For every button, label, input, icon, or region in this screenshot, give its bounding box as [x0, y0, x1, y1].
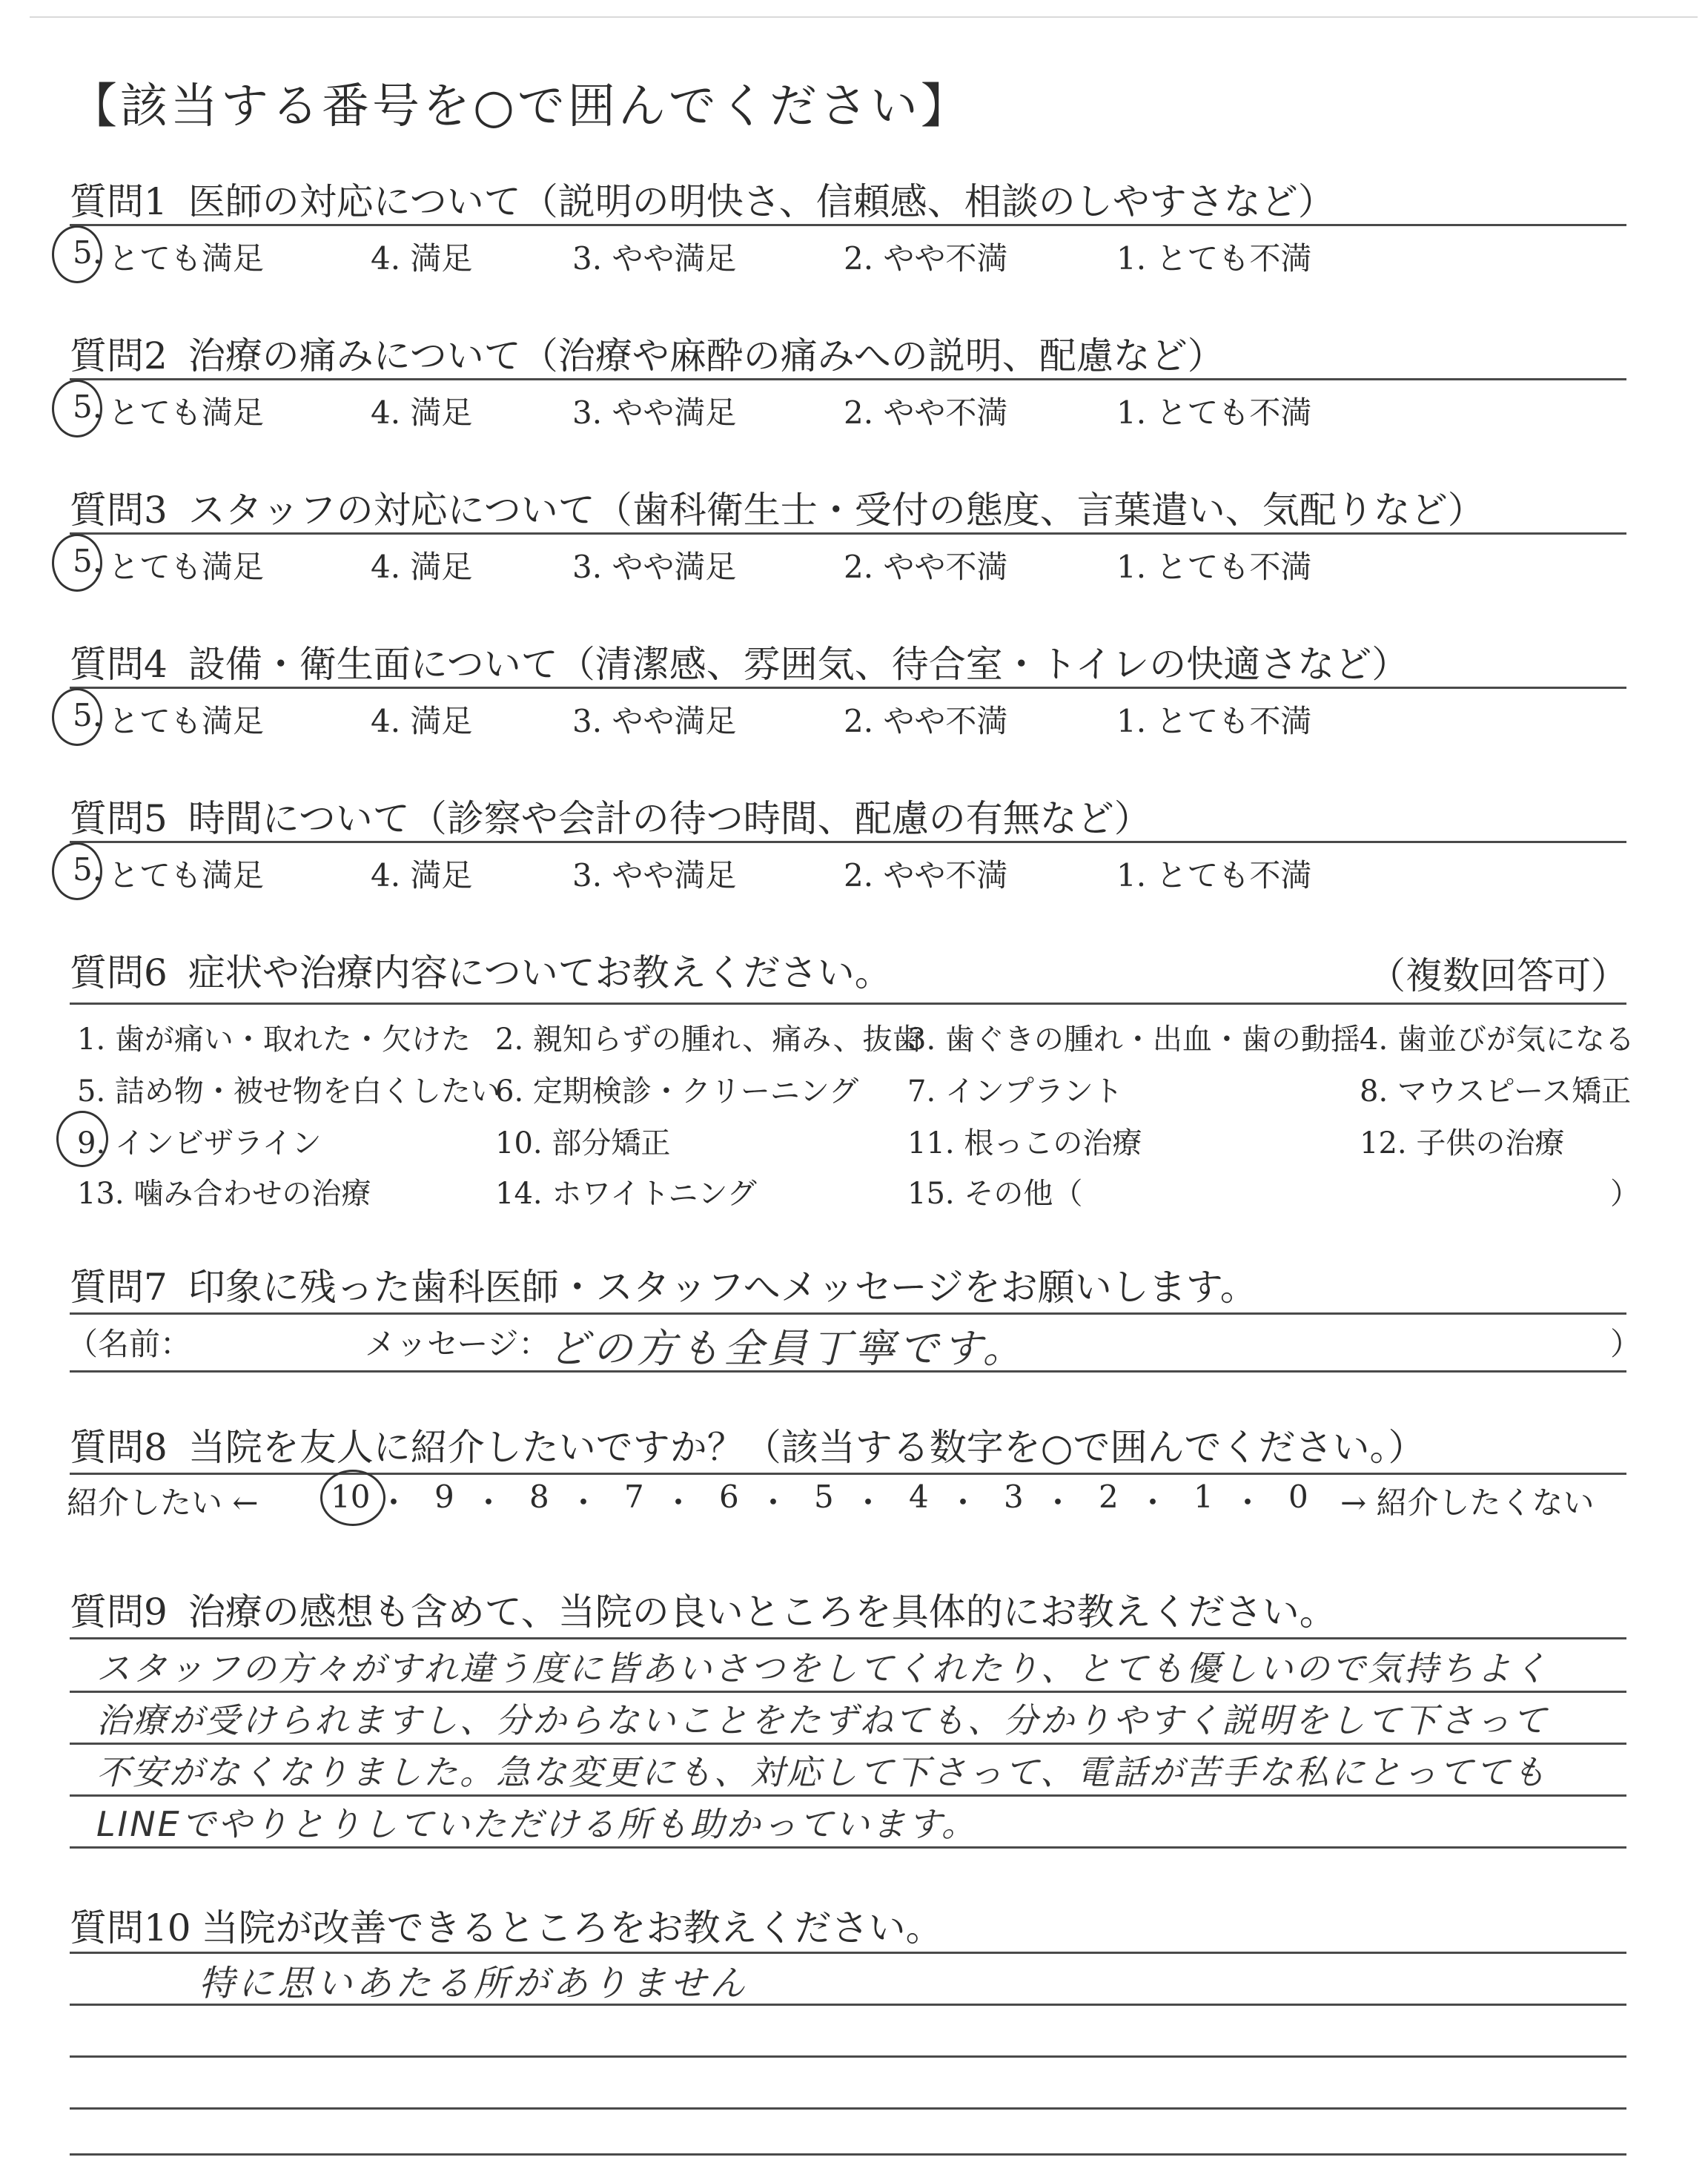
q5-rule	[70, 841, 1626, 843]
q2-option-2[interactable]: 2. やや不満	[844, 394, 1008, 431]
q3-option-3[interactable]: 3. やや満足	[572, 549, 737, 585]
q8-scale-dot: ・	[568, 1484, 600, 1521]
q2-option-5-label[interactable]: とても満足	[108, 394, 265, 431]
q4-option-5-label[interactable]: とても満足	[108, 703, 265, 739]
q2-heading	[70, 326, 1225, 380]
q8-selected-circle	[320, 1470, 385, 1526]
q9-answer-line-4[interactable]: LINEでやりとりしていただける所も助かっています。	[96, 1804, 978, 1844]
q6-option-1[interactable]: 1. 歯が痛い・取れた・欠けた	[77, 1023, 471, 1057]
q10-write-line-1	[70, 2004, 1626, 2006]
q8-right-label: → 紹介したくない	[1340, 1484, 1595, 1521]
q9-text: 治療の感想も含めて、当院の良いところを具体的にお教えください。	[188, 1591, 1337, 1634]
q3-option-5-number[interactable]: 5.	[73, 543, 103, 579]
q9-answer-line-3[interactable]: 不安がなくなりました。急な変更にも、対応して下さって、電話が苦手な私にとってても	[96, 1752, 1549, 1792]
q1-number: 質問1	[70, 180, 168, 223]
q10-write-line-2	[70, 2055, 1626, 2058]
q6-number: 質問6	[70, 951, 168, 994]
q5-answer-circle	[52, 842, 102, 900]
q5-heading	[70, 789, 1151, 842]
q3-number: 質問3	[70, 489, 168, 532]
q6-option-13[interactable]: 13. 噛み合わせの治療	[77, 1177, 371, 1211]
q7-close-paren: ）	[1610, 1326, 1642, 1362]
q9-number: 質問9	[70, 1591, 168, 1634]
q8-scale-dot: ・	[663, 1484, 695, 1521]
q8-scale-dot: ・	[758, 1484, 790, 1521]
q8-scale-dot: ・	[473, 1484, 505, 1521]
q6-selected-circle-9	[56, 1111, 108, 1167]
q3-rule	[70, 532, 1626, 535]
q3-option-1[interactable]: 1. とても不満	[1116, 549, 1312, 585]
q2-option-1[interactable]: 1. とても不満	[1116, 394, 1312, 431]
q8-scale-5[interactable]: 5	[814, 1479, 834, 1515]
q5-option-4[interactable]: 4. 満足	[371, 857, 473, 894]
q8-scale-dot: ・	[947, 1484, 979, 1521]
form-title: 【該当する番号を○で囲んでください】	[70, 79, 971, 134]
q6-option-2[interactable]: 2. 親知らずの腫れ、痛み、抜歯	[495, 1023, 922, 1057]
q6-option-6[interactable]: 6. 定期検診・クリーニング	[495, 1074, 859, 1109]
q8-scale-dot: ・	[378, 1484, 410, 1521]
q9-write-line-4	[70, 1846, 1626, 1849]
q8-scale-dot: ・	[1137, 1484, 1169, 1521]
q1-option-5-number[interactable]: 5.	[73, 234, 103, 271]
q10-heading	[70, 1898, 943, 1952]
q1-option-1[interactable]: 1. とても不満	[1116, 240, 1312, 277]
q2-rule	[70, 378, 1626, 380]
q1-option-2[interactable]: 2. やや不満	[844, 240, 1008, 277]
q2-option-4[interactable]: 4. 満足	[371, 394, 473, 431]
q6-option-4[interactable]: 4. 歯並びが気になる	[1360, 1023, 1635, 1057]
q5-option-5-label[interactable]: とても満足	[108, 857, 265, 894]
q4-text: 設備・衛生面について（清潔感、雰囲気、待合室・トイレの快適さなど）	[188, 643, 1409, 686]
q1-option-5-label[interactable]: とても満足	[108, 240, 265, 277]
q6-option-14[interactable]: 14. ホワイトニング	[495, 1177, 757, 1211]
q4-option-4[interactable]: 4. 満足	[371, 703, 473, 739]
q7-text: 印象に残った歯科医師・スタッフへメッセージをお願いします。	[188, 1266, 1257, 1309]
q8-scale-3[interactable]: 3	[1004, 1479, 1024, 1515]
q8-scale-7[interactable]: 7	[624, 1479, 644, 1515]
q6-option-12[interactable]: 12. 子供の治療	[1360, 1126, 1565, 1160]
q8-scale-9[interactable]: 9	[434, 1479, 454, 1515]
q10-write-line-3	[70, 2107, 1626, 2110]
q9-answer-line-1[interactable]: スタッフの方々がすれ違う度に皆あいさつをしてくれたり、とても優しいので気持ちよく	[96, 1648, 1549, 1688]
q6-heading	[70, 943, 892, 997]
q6-option-8[interactable]: 8. マウスピース矯正	[1360, 1074, 1632, 1109]
q7-message-label: メッセージ：	[365, 1326, 550, 1362]
q6-option-7[interactable]: 7. インプラント	[907, 1074, 1123, 1109]
q5-option-1[interactable]: 1. とても不満	[1116, 857, 1312, 894]
q10-number: 質問10	[70, 1906, 191, 1949]
q4-option-3[interactable]: 3. やや満足	[572, 703, 737, 739]
q5-option-5-number[interactable]: 5.	[73, 851, 103, 888]
q5-option-3[interactable]: 3. やや満足	[572, 857, 737, 894]
q8-text: 当院を友人に紹介したいですか？（該当する数字を○で囲んでください。）	[188, 1426, 1426, 1469]
q7-message[interactable]: どの方も全員丁寧です。	[549, 1325, 1027, 1372]
q2-number: 質問2	[70, 334, 168, 377]
q1-text: 医師の対応について（説明の明快さ、信頼感、相談のしやすさなど）	[188, 180, 1335, 223]
q7-rule	[70, 1312, 1626, 1315]
q6-other-close-paren: ）	[1610, 1177, 1640, 1211]
q9-write-line-3	[70, 1794, 1626, 1797]
q2-answer-circle	[52, 380, 102, 437]
q4-number: 質問4	[70, 643, 168, 686]
q4-option-5-number[interactable]: 5.	[73, 697, 103, 733]
q1-heading	[70, 172, 1335, 225]
q8-left-label: 紹介したい ←	[67, 1484, 259, 1521]
q3-text: スタッフの対応について（歯科衛生士・受付の態度、言葉遣い、気配りなど）	[188, 489, 1485, 532]
q6-option-5[interactable]: 5. 詰め物・被せ物を白くしたい	[77, 1074, 500, 1109]
q7-bottom-rule	[70, 1370, 1626, 1373]
q8-scale-10[interactable]: 10	[331, 1479, 371, 1515]
q6-option-15[interactable]: 15. その他（	[907, 1177, 1083, 1211]
q9-heading	[70, 1582, 1337, 1636]
q1-answer-circle	[52, 225, 102, 283]
q8-number: 質問8	[70, 1426, 168, 1469]
q6-option-10[interactable]: 10. 部分矯正	[495, 1126, 671, 1160]
q7-name-label: （名前：	[67, 1326, 192, 1362]
q4-heading	[70, 635, 1409, 688]
q9-write-line-1	[70, 1691, 1626, 1693]
q8-scale-2[interactable]: 2	[1099, 1479, 1119, 1515]
q2-option-3[interactable]: 3. やや満足	[572, 394, 737, 431]
q8-scale-4[interactable]: 4	[909, 1479, 929, 1515]
q5-option-2[interactable]: 2. やや不満	[844, 857, 1008, 894]
q9-write-line-2	[70, 1743, 1626, 1745]
top-rule	[30, 16, 1698, 18]
q3-option-2[interactable]: 2. やや不満	[844, 549, 1008, 585]
q10-rule	[70, 1952, 1626, 1954]
q8-scale-dot: ・	[1232, 1484, 1264, 1521]
q1-option-4[interactable]: 4. 満足	[371, 240, 473, 277]
q8-rule	[70, 1473, 1626, 1475]
q5-text: 時間について（診察や会計の待つ時間、配慮の有無など）	[188, 797, 1151, 840]
q8-scale-1[interactable]: 1	[1194, 1479, 1214, 1515]
q10-write-line-4	[70, 2153, 1626, 2156]
q7-heading	[70, 1258, 1257, 1311]
q9-answer-line-2[interactable]: 治療が受けられますし、分からないことをたずねても、分かりやすく説明をして下さって	[96, 1700, 1549, 1740]
q8-scale-8[interactable]: 8	[529, 1479, 549, 1515]
q5-number: 質問5	[70, 797, 168, 840]
q8-scale-6[interactable]: 6	[719, 1479, 739, 1515]
q8-scale-dot: ・	[1042, 1484, 1074, 1521]
q3-option-5-label[interactable]: とても満足	[108, 549, 265, 585]
q1-option-3[interactable]: 3. やや満足	[572, 240, 737, 277]
q3-heading	[70, 480, 1485, 534]
q6-note: （複数回答可）	[1368, 954, 1628, 997]
q3-option-4[interactable]: 4. 満足	[371, 549, 473, 585]
q3-answer-circle	[52, 534, 102, 592]
q6-option-11[interactable]: 11. 根っこの治療	[907, 1126, 1142, 1160]
q2-text: 治療の痛みについて（治療や麻酔の痛みへの説明、配慮など）	[188, 334, 1225, 377]
q6-rule	[70, 1003, 1626, 1005]
q6-text: 症状や治療内容についてお教えください。	[188, 951, 892, 994]
q4-option-1[interactable]: 1. とても不満	[1116, 703, 1312, 739]
q10-text: 当院が改善できるところをお教えください。	[201, 1906, 943, 1949]
q8-scale-0[interactable]: 0	[1288, 1479, 1308, 1515]
q2-option-5-number[interactable]: 5.	[73, 389, 103, 425]
q6-option-9[interactable]: 9. インビザライン	[77, 1126, 322, 1160]
q8-scale-dot: ・	[853, 1484, 884, 1521]
q10-answer[interactable]: 特に思いあたる所がありません	[199, 1963, 749, 2004]
q9-rule	[70, 1637, 1626, 1639]
q1-rule	[70, 224, 1626, 226]
q7-number: 質問7	[70, 1266, 168, 1309]
q6-option-3[interactable]: 3. 歯ぐきの腫れ・出血・歯の動揺	[907, 1023, 1360, 1057]
q4-rule	[70, 687, 1626, 689]
q8-heading	[70, 1418, 1425, 1471]
q4-option-2[interactable]: 2. やや不満	[844, 703, 1008, 739]
q4-answer-circle	[52, 688, 102, 746]
